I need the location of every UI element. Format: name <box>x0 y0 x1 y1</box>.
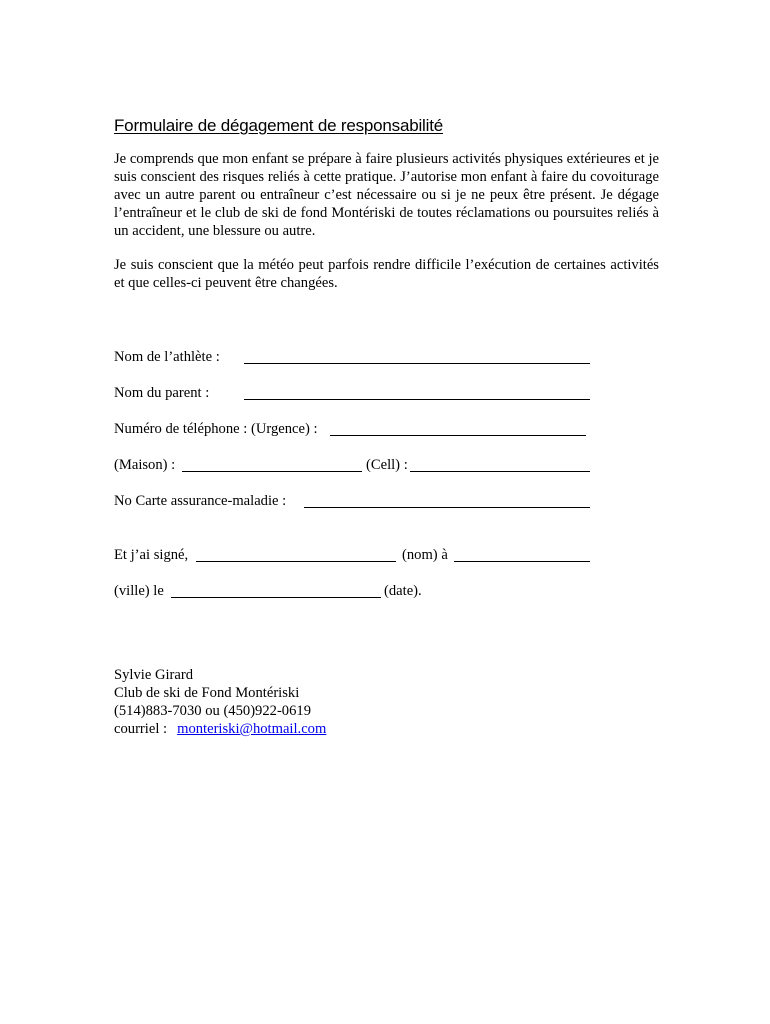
document-title: Formulaire de dégagement de responsabilité <box>114 116 443 135</box>
home-cell-row <box>114 456 659 474</box>
contact-block <box>114 666 659 738</box>
athlete-row <box>114 348 659 366</box>
signer-name-field[interactable] <box>196 546 396 562</box>
weather-paragraph: Je suis conscient que la météo peut parfois rendre difficile l’exécution de certaines activités et que celles-ci peuvent être changées. <box>114 257 659 291</box>
cell-phone-field[interactable] <box>410 456 590 472</box>
contact-email-row <box>114 720 659 738</box>
date-field[interactable] <box>171 582 381 598</box>
athlete-label: Nom de l’athlète : <box>114 349 220 365</box>
phone-label: Numéro de téléphone : (Urgence) : <box>114 421 318 437</box>
signed-row <box>114 546 659 564</box>
form-fields <box>114 348 659 510</box>
home-phone-field[interactable] <box>182 456 362 472</box>
signature-block <box>114 546 659 600</box>
phone-row <box>114 420 659 438</box>
home-label: (Maison) : <box>114 457 176 473</box>
parent-row <box>114 384 659 402</box>
parent-label: Nom du parent : <box>114 385 210 401</box>
city-label: (ville) le <box>114 583 164 599</box>
consent-paragraph: Je comprends que mon enfant se prépare à faire plusieurs activités physiques extérieures et je suis conscient des risques reliés à cette pratique. J’autorise mon enfant à faire du covoiturage avec un autre parent ou entraîneur c’est nécessaire ou si je ne peux être présent. Je dégage l’entraîneur et le club de ski de fond Montériski de toutes réclamations ou poursuites reliés à un accident, une blessure ou autre. <box>114 151 659 239</box>
athlete-name-field[interactable] <box>244 348 590 364</box>
contact-phones: (514)883-7030 ou (450)922-0619 <box>114 703 311 719</box>
contact-club: Club de ski de Fond Montériski <box>114 685 300 701</box>
health-card-row <box>114 492 659 510</box>
email-link[interactable]: monteriski@hotmail.com <box>177 721 327 737</box>
city-date-row <box>114 582 659 600</box>
form-document <box>114 116 659 738</box>
email-label: courriel : <box>114 721 168 737</box>
contact-name: Sylvie Girard <box>114 667 194 683</box>
cell-label: (Cell) : <box>366 457 408 473</box>
health-card-field[interactable] <box>304 492 590 508</box>
parent-name-field[interactable] <box>244 384 590 400</box>
name-at-label: (nom) à <box>402 547 448 563</box>
date-label: (date). <box>384 583 422 599</box>
health-card-label: No Carte assurance-maladie : <box>114 493 287 509</box>
signing-place-field[interactable] <box>454 546 590 562</box>
emergency-phone-field[interactable] <box>330 420 586 436</box>
signed-label: Et j’ai signé, <box>114 547 189 563</box>
